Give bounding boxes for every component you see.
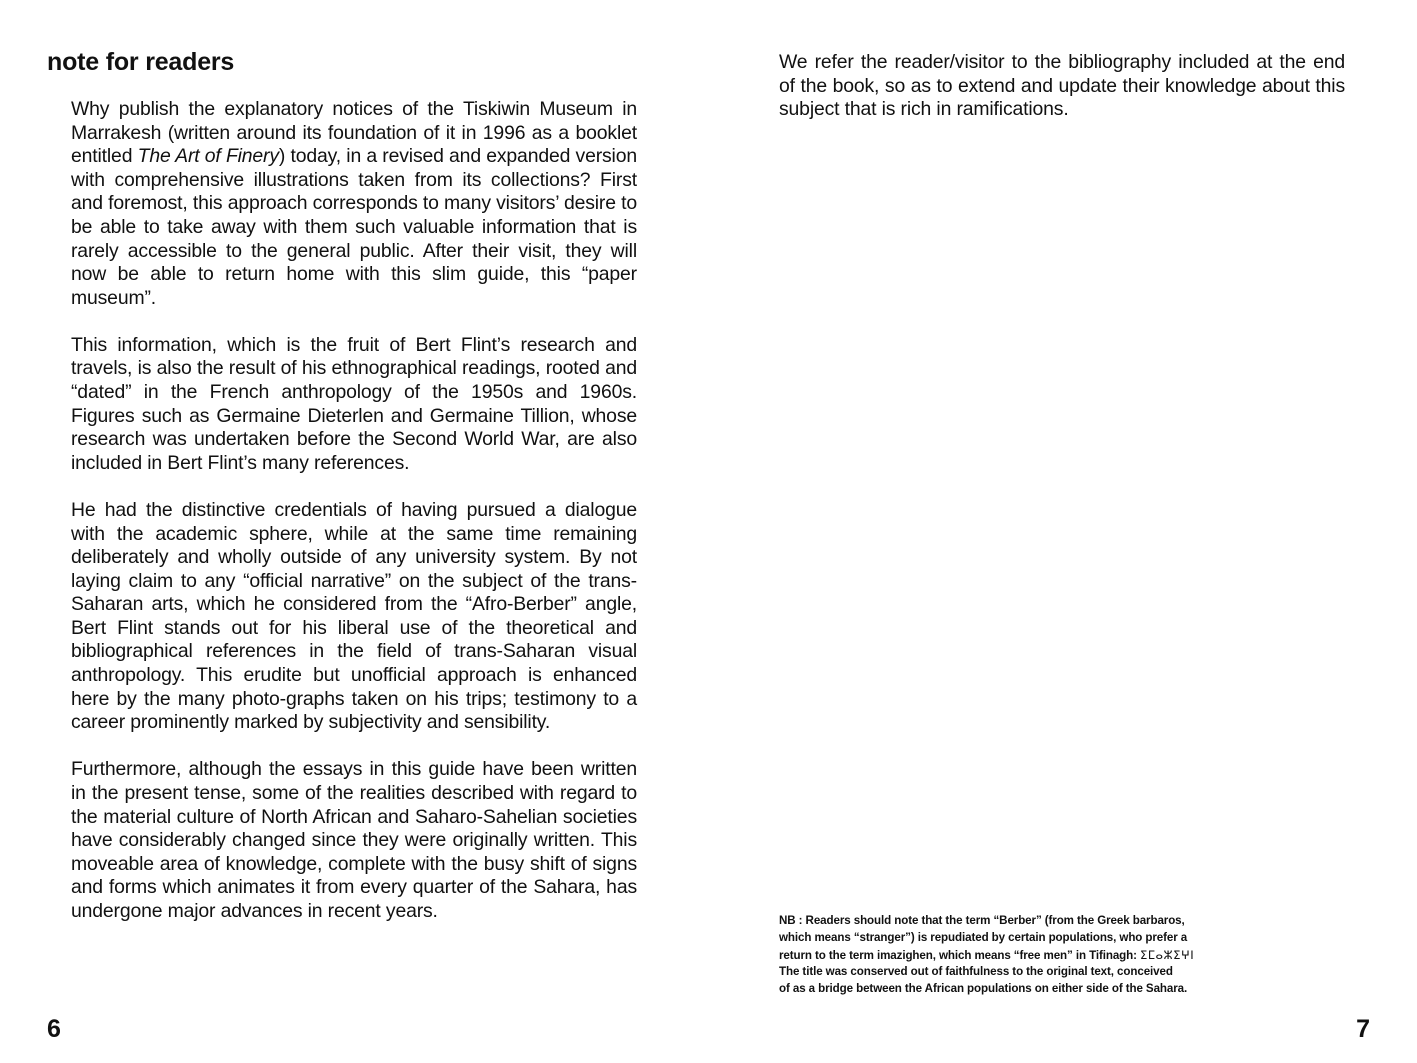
page-number-right: 7: [1356, 1015, 1370, 1043]
footnote: [779, 913, 1239, 998]
paragraph-furthermore: Furthermore, although the essays in this guide have been written in the present tense, some of the realities described with regard to the material culture of North African and Saharo-Sahelian societies have considerably changed since they were originally written. This moveable area of knowledge, complete with the busy shift of signs and forms which animates it from every quarter of the Sahara, has undergone major advances in recent years.: [71, 758, 637, 922]
paragraph-text: Why publish the explanatory notices of the Tiskiwin Museum in Marrakesh (written around its foundation of it in 1996 as a booklet entitled: [71, 98, 637, 168]
page-number-left: 6: [47, 1015, 61, 1043]
footnote-line: which means “stranger”) is repudiated by certain populations, who prefer a: [779, 930, 1188, 944]
footnote-line: NB : Readers should note that the term “Berber” (from the Greek barbaros,: [779, 914, 1185, 927]
footnote-line: of as a bridge between the African populations on either side of the Sahara.: [779, 982, 1188, 996]
footnote-text: return to the term imazighen, which means “free men” in Tifinagh:: [779, 948, 1141, 962]
paragraph-information: This information, which is the fruit of Bert Flint’s research and travels, is also the result of his ethnographical readings, rooted and “dated” in the French anthropology of the 1950s and 1960s. Figures such as Germaine Dieterlen and Germaine Tillion, whose research was undertaken before the Second World War, are also included in Bert Flint’s many references.: [71, 333, 637, 474]
body-text-column: [71, 98, 637, 947]
footnote-line: [779, 947, 1239, 965]
left-page: [0, 0, 708, 1063]
paragraph-text: ) today, in a revised and expanded version with comprehensive illustrations taken from its collections? First and foremost, this approach corresponds to many visitors’ desire to be able to take away with them such valuable information that is rarely accessible to the general public. After their visit, they will now be able to return home with this slim guide, this “paper museum”.: [71, 145, 637, 309]
tifinagh-word: ⵉⵎⴰⵣⵉⵖⵏ: [1140, 947, 1195, 962]
section-heading: note for readers: [47, 48, 235, 76]
book-title: The Art of Finery: [137, 145, 279, 168]
paragraph-bibliography: We refer the reader/visitor to the bibliography included at the end of the book, so as to extend and update their knowledge about this subject that is rich in ramifications.: [779, 51, 1345, 121]
paragraph-credentials: He had the distinctive credentials of having pursued a dialogue with the academic sphere, while at the same time remaining deliberately and wholly outside of any university system. By not laying claim to any “official narrative” on the subject of the trans-Saharan arts, which he considered from the “Afro-Berber” angle, Bert Flint stands out for his liberal use of the theoretical and bibliographical references in the field of trans-Saharan visual anthropology. This erudite but unofficial approach is enhanced here by the many photo-graphs taken on his trips; testimony to a career prominently marked by subjectivity and sensibility.: [71, 498, 637, 734]
paragraph-why-publish: [71, 98, 637, 310]
right-text-column: [779, 51, 1345, 145]
footnote-line: The title was conserved out of faithfulness to the original text, conceived: [779, 965, 1173, 979]
right-page: [708, 0, 1417, 1063]
